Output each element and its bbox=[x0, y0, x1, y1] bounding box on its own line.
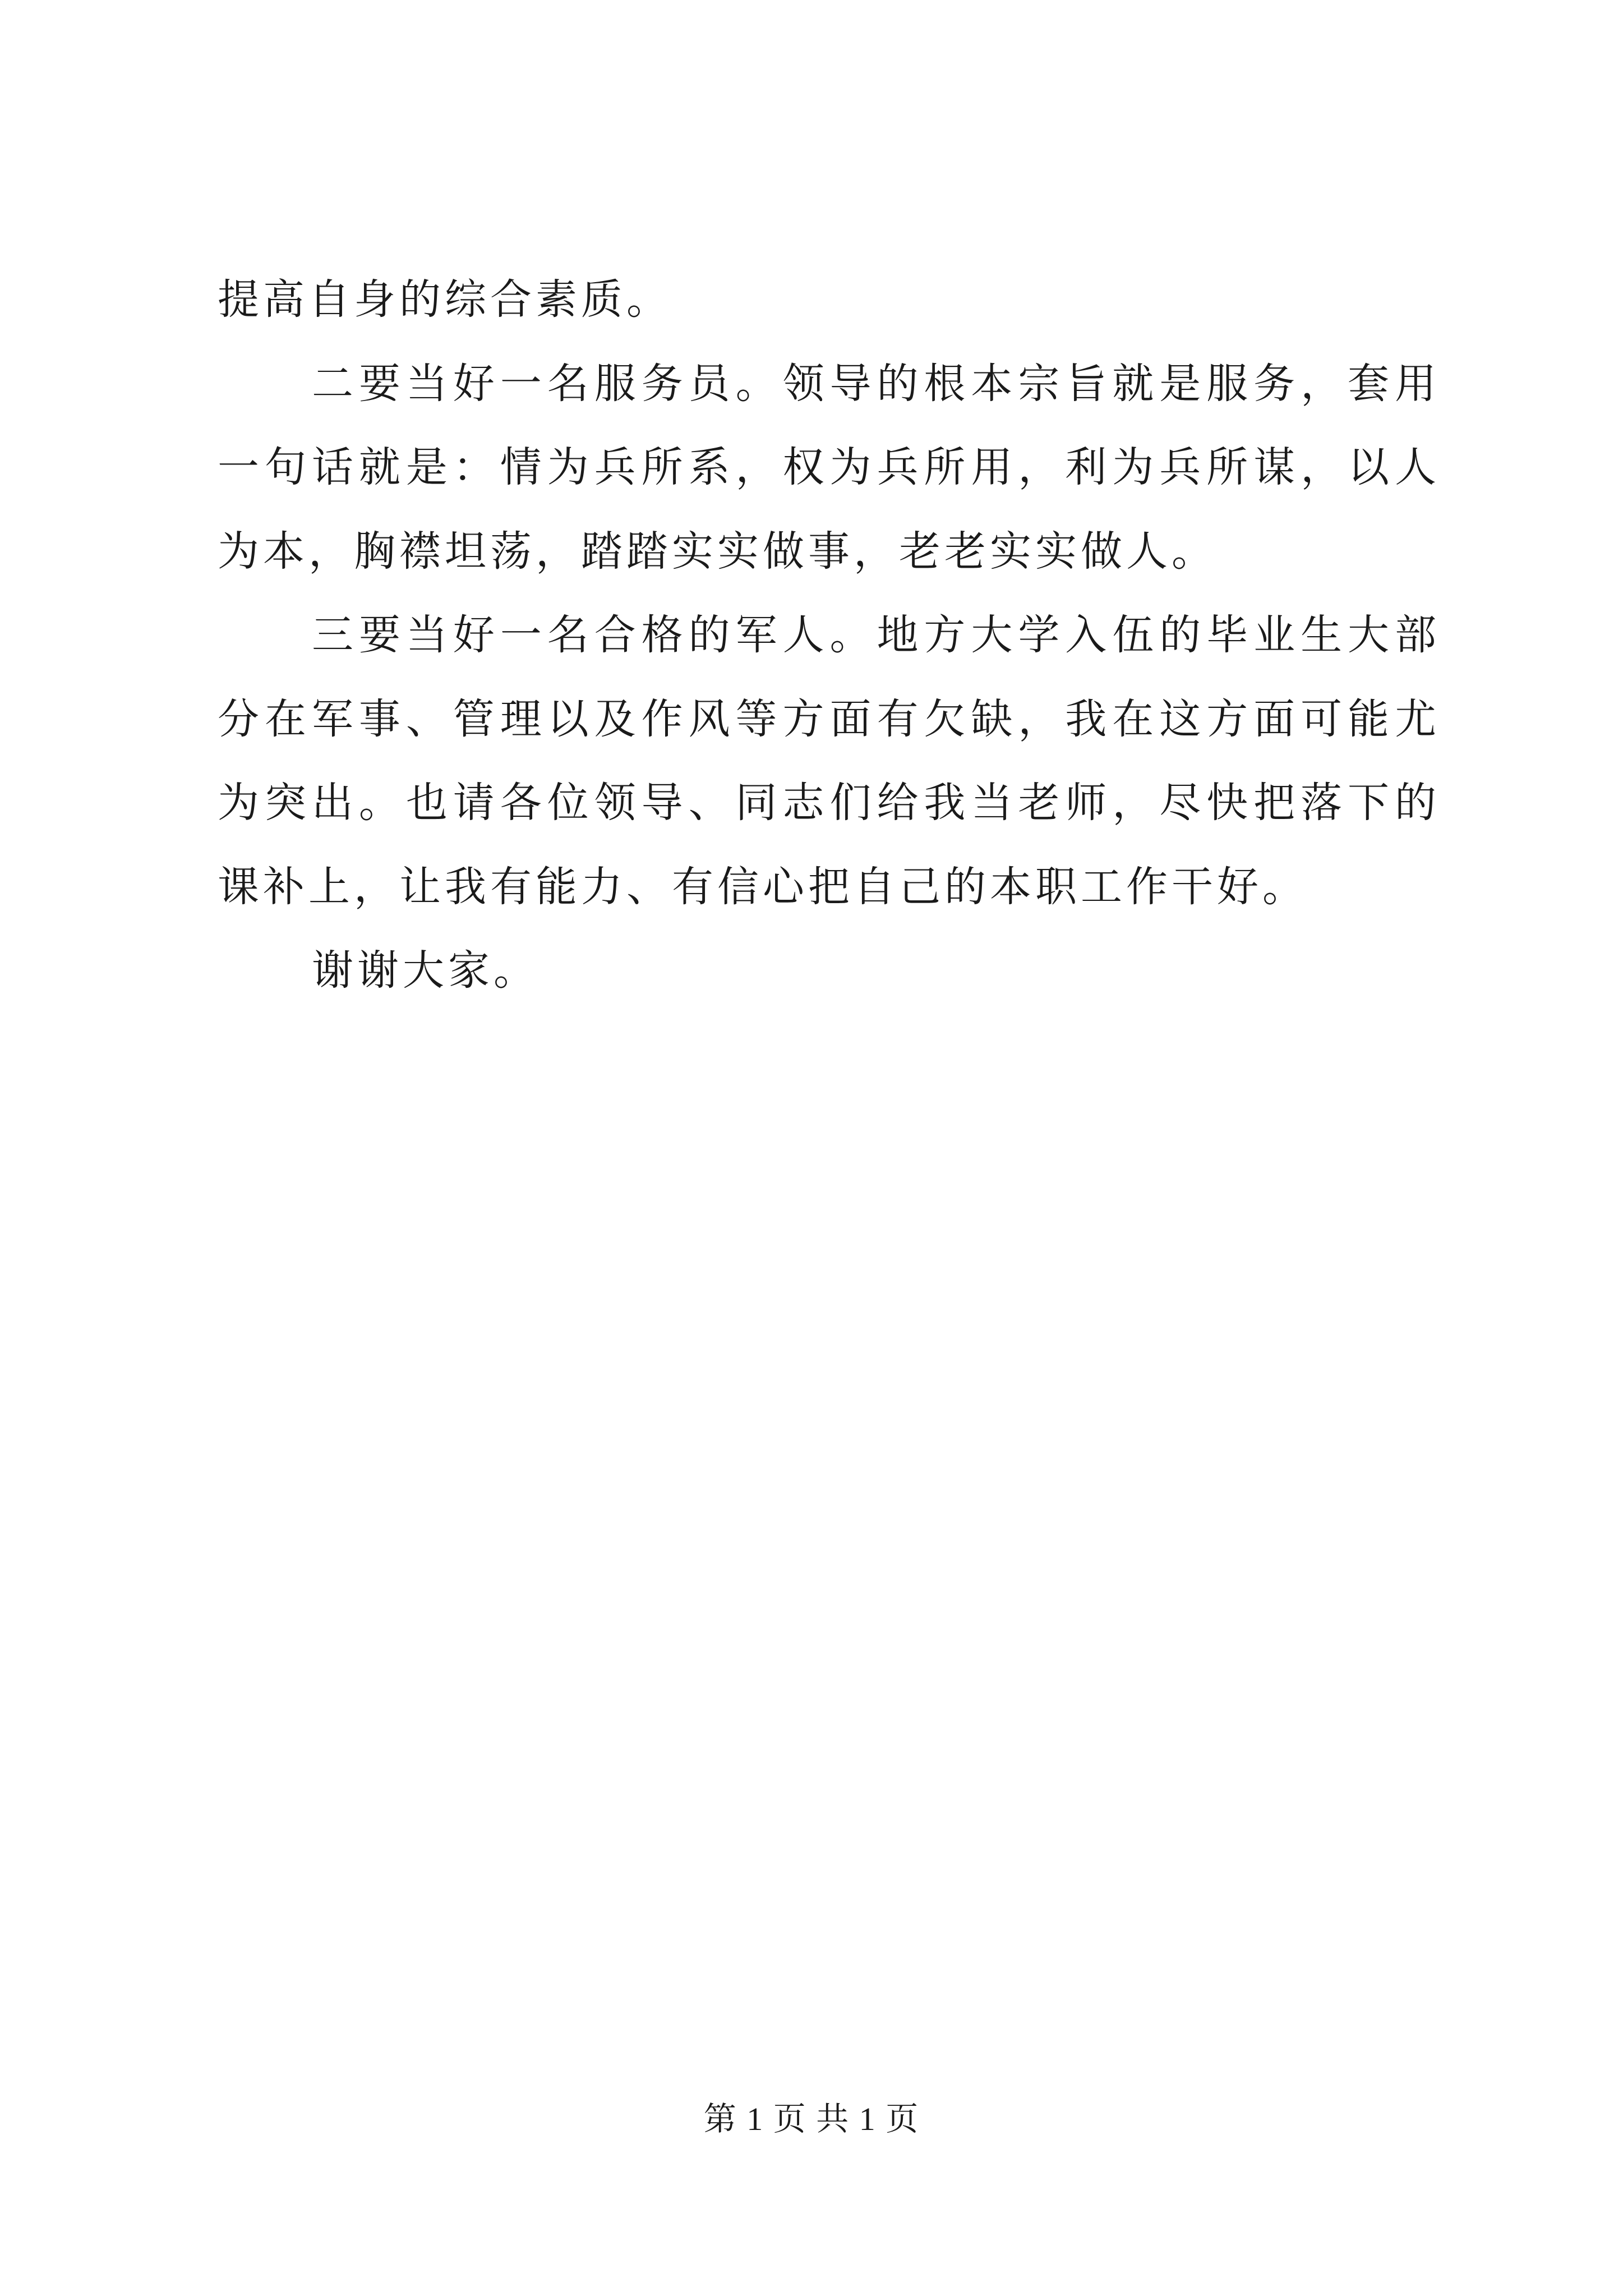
paragraph-continuation: 提高自身的综合素质。 bbox=[218, 275, 672, 324]
document-body bbox=[218, 258, 1440, 1013]
paragraph-thanks: 谢谢大家。 bbox=[312, 946, 539, 995]
paragraph-soldier: 三要当好一名合格的军人。地方大学入伍的毕业生大部分在军事、管理以及作风等方面有欠缺，我在这方面可能尤为突出。也请各位领导、同志们给我当老师，尽快把落下的课补上，让我有能力、有信心把自己的本职工作干好。 bbox=[218, 611, 1440, 911]
page-footer bbox=[0, 2097, 1623, 2142]
page-number-label: 第 1 页 共 1 页 bbox=[703, 2101, 920, 2137]
paragraph-service: 二要当好一名服务员。领导的根本宗旨就是服务，套用一句话就是：情为兵所系，权为兵所用，利为兵所谋，以人为本，胸襟坦荡，踏踏实实做事，老老实实做人。 bbox=[218, 359, 1440, 576]
